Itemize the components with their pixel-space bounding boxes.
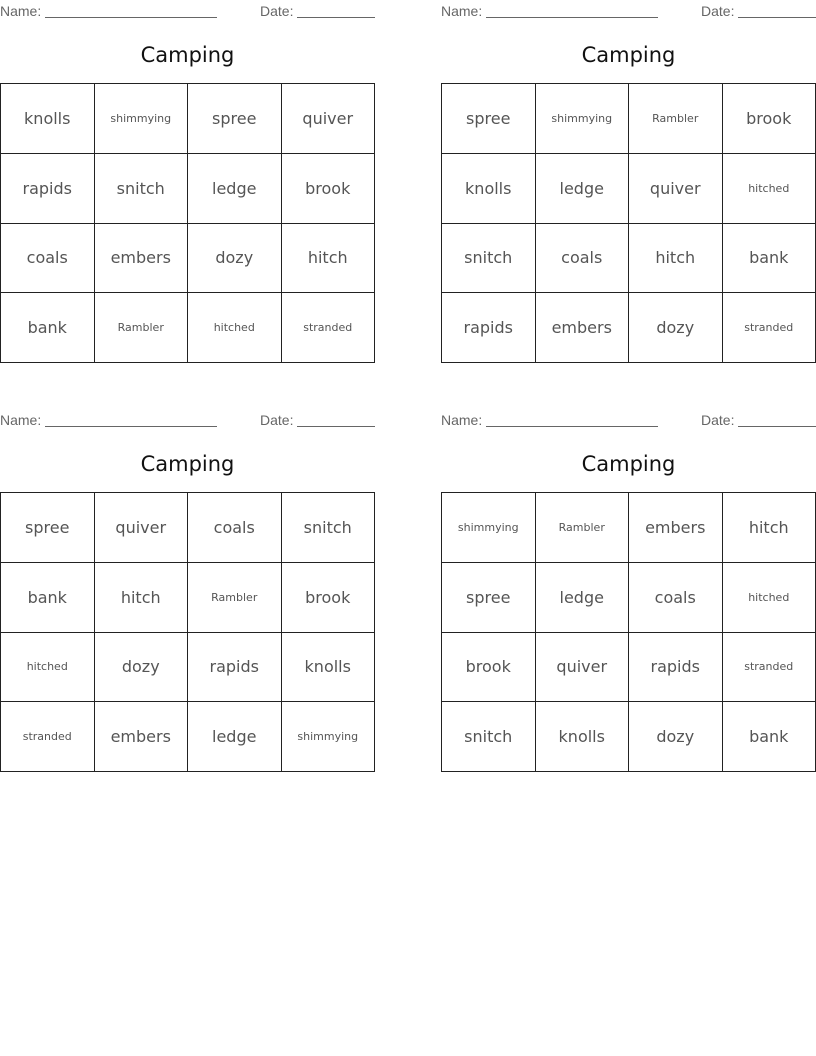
date-label: Date: (701, 412, 735, 428)
name-blank (486, 17, 658, 18)
grid-cell: Rambler (629, 84, 723, 154)
grid-cell: dozy (629, 702, 723, 772)
grid-cell: snitch (442, 224, 536, 294)
name-label: Name: (0, 412, 42, 428)
grid-cell: bank (723, 224, 816, 294)
grid-cell: coals (536, 224, 630, 294)
name-date-line (0, 411, 375, 429)
grid-cell: ledge (536, 563, 630, 633)
grid-cell: hitched (1, 633, 95, 703)
grid-cell: quiver (536, 633, 630, 703)
name-blank (45, 17, 217, 18)
grid-cell: coals (188, 493, 282, 563)
date-blank (297, 17, 375, 18)
grid-cell: dozy (629, 293, 723, 363)
bingo-grid (0, 492, 375, 772)
card-title: Camping (581, 452, 676, 476)
grid-cell: stranded (282, 293, 376, 363)
grid-cell: ledge (188, 154, 282, 224)
grid-cell: rapids (188, 633, 282, 703)
grid-cell: shimmying (536, 84, 630, 154)
card-title: Camping (581, 43, 676, 67)
grid-cell: bank (1, 563, 95, 633)
grid-cell: Rambler (188, 563, 282, 633)
grid-cell: knolls (536, 702, 630, 772)
grid-cell: hitch (95, 563, 189, 633)
bingo-card-4 (441, 409, 816, 774)
bingo-grid (441, 492, 816, 772)
grid-cell: spree (1, 493, 95, 563)
grid-cell: Rambler (95, 293, 189, 363)
grid-cell: knolls (442, 154, 536, 224)
grid-cell: rapids (629, 633, 723, 703)
grid-cell: bank (1, 293, 95, 363)
grid-cell: spree (442, 84, 536, 154)
grid-cell: shimmying (282, 702, 376, 772)
grid-cell: snitch (442, 702, 536, 772)
date-blank (738, 426, 816, 427)
grid-cell: spree (188, 84, 282, 154)
name-date-line (441, 411, 816, 429)
grid-cell: hitch (629, 224, 723, 294)
name-date-line (441, 2, 816, 20)
name-blank (486, 426, 658, 427)
name-date-line (0, 2, 375, 20)
grid-cell: ledge (536, 154, 630, 224)
grid-cell: rapids (1, 154, 95, 224)
grid-cell: hitched (723, 154, 816, 224)
name-label: Name: (441, 3, 483, 19)
date-label: Date: (260, 412, 294, 428)
grid-cell: dozy (95, 633, 189, 703)
grid-cell: shimmying (442, 493, 536, 563)
name-label: Name: (441, 412, 483, 428)
grid-cell: snitch (95, 154, 189, 224)
grid-cell: embers (95, 702, 189, 772)
grid-cell: spree (442, 563, 536, 633)
date-blank (297, 426, 375, 427)
grid-cell: shimmying (95, 84, 189, 154)
grid-cell: knolls (282, 633, 376, 703)
bingo-grid (0, 83, 375, 363)
bingo-card-1 (0, 0, 375, 365)
grid-cell: hitch (282, 224, 376, 294)
grid-cell: knolls (1, 84, 95, 154)
name-blank (45, 426, 217, 427)
bingo-card-2 (441, 0, 816, 365)
grid-cell: embers (629, 493, 723, 563)
grid-cell: brook (282, 154, 376, 224)
card-title: Camping (140, 452, 235, 476)
grid-cell: brook (723, 84, 816, 154)
grid-cell: dozy (188, 224, 282, 294)
grid-cell: hitch (723, 493, 816, 563)
grid-cell: embers (536, 293, 630, 363)
card-title: Camping (140, 43, 235, 67)
grid-cell: rapids (442, 293, 536, 363)
grid-cell: hitched (188, 293, 282, 363)
date-label: Date: (260, 3, 294, 19)
grid-cell: brook (442, 633, 536, 703)
grid-cell: snitch (282, 493, 376, 563)
grid-cell: hitched (723, 563, 816, 633)
bingo-card-3 (0, 409, 375, 774)
grid-cell: quiver (282, 84, 376, 154)
date-label: Date: (701, 3, 735, 19)
grid-cell: bank (723, 702, 816, 772)
grid-cell: stranded (723, 633, 816, 703)
grid-cell: embers (95, 224, 189, 294)
grid-cell: coals (629, 563, 723, 633)
grid-cell: coals (1, 224, 95, 294)
bingo-grid (441, 83, 816, 363)
grid-cell: Rambler (536, 493, 630, 563)
grid-cell: ledge (188, 702, 282, 772)
grid-cell: stranded (1, 702, 95, 772)
grid-cell: stranded (723, 293, 816, 363)
grid-cell: quiver (95, 493, 189, 563)
grid-cell: brook (282, 563, 376, 633)
grid-cell: quiver (629, 154, 723, 224)
date-blank (738, 17, 816, 18)
name-label: Name: (0, 3, 42, 19)
